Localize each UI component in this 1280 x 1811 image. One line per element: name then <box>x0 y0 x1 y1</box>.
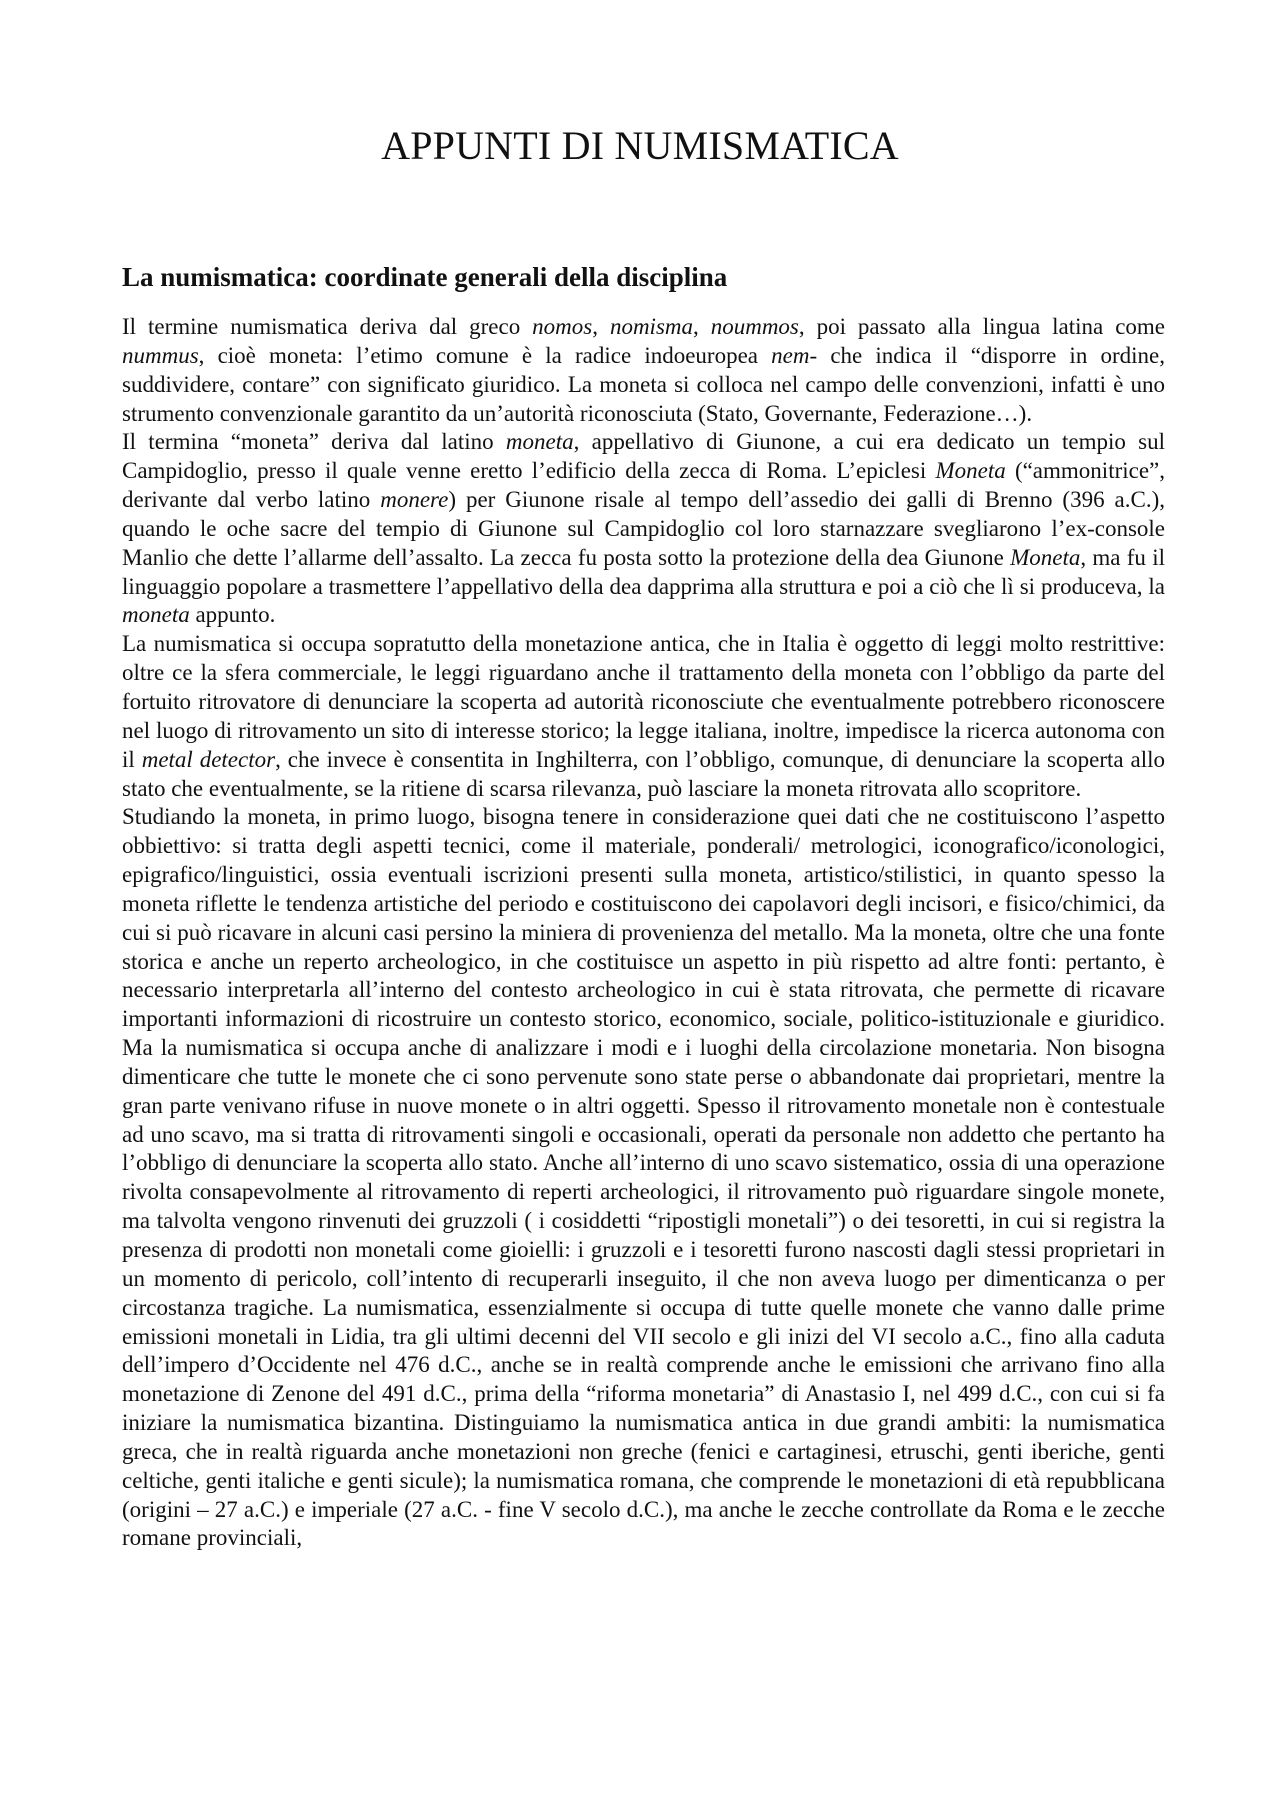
paragraph <box>122 313 1165 428</box>
paragraph <box>122 428 1165 630</box>
italic-term: Moneta <box>1010 544 1081 570</box>
italic-term: nomos <box>532 314 593 339</box>
text-run: , appellativo di Giunone, a cui era dedicato un tempio sul Campidoglio, presso il quale venne eretto l’edificio della zecca di Roma. L’epiclesi <box>122 429 1165 484</box>
text-run: , <box>592 314 610 339</box>
text-run: , poi passato alla lingua latina come <box>798 314 1166 339</box>
italic-term: Moneta <box>935 458 1006 484</box>
text-run: , <box>693 314 711 339</box>
text-run: ) per Giunone risale al tempo dell’assedio dei galli di Brenno (396 a.C.), quando le oche sacre del tempio di Giunone sul Campidoglio col loro starnazzare svegliarono l’ex-console Manlio che dette l’allarme dell’assalto. La zecca fu posta sotto la protezione della dea Giunone <box>122 487 1165 570</box>
italic-term: moneta <box>505 429 574 455</box>
paragraph <box>122 803 1165 1553</box>
paragraph <box>122 630 1165 803</box>
section-heading: La numismatica: coordinate generali della disciplina <box>122 262 728 292</box>
text-run: , che invece è consentita in Inghilterra, con l’obbligo, comunque, di denunciare la scoperta allo stato che eventualmente, se la ritiene di scarsa rilevanza, può lasciare la moneta ritrovata allo scopritore. <box>122 746 1165 801</box>
text-run: appunto. <box>189 602 276 628</box>
italic-term: metal detector <box>141 746 276 772</box>
text-run: Il termine numismatica deriva dal greco <box>122 314 533 339</box>
italic-term: monere <box>380 487 449 513</box>
italic-term: noummos <box>710 314 799 339</box>
text-run: La numismatica si occupa sopratutto della monetazione antica, che in Italia è oggetto di leggi molto restrittive: oltre ce la sfera commerciale, le leggi riguardano anche il trattamento della moneta con l’obbligo da parte del fortuito ritrovatore di denunciare la scoperta ad autorità riconosciute che eventualmente potrebbero riconoscere nel luogo di ritrovamento un sito di interesse storico; la legge italiana, inoltre, impedisce la ricerca autonoma con il <box>122 631 1165 772</box>
text-run: (“ammonitrice”, derivante dal verbo latino <box>122 458 1166 513</box>
text-run: Il termina “moneta” deriva dal latino <box>122 429 506 455</box>
text-run: Studiando la moneta, in primo luogo, bisogna tenere in considerazione quei dati che ne costituiscono l’aspetto obbiettivo: si tratta degli aspetti tecnici, come il materiale, ponderali/ metrologici, iconografico/iconologici, epigrafico/linguistici, ossia eventuali iscrizioni presenti sulla moneta, artistico/stilistici, in quanto spesso la moneta riflette le tendenza artistiche del periodo e costituiscono dei capolavori degli incisori, e fisico/chimici, da cui si può ricavare in alcuni casi persino la miniera di provenienza del metallo. Ma la moneta, oltre che una fonte storica e anche un reperto archeologico, in che costituisce un aspetto in più rispetto ad altre fonti: pertanto, è necessario interpretarla all’interno del contesto archeologico in cui è stata ritrovata, che permette di ricavare importanti informazioni di ricostruire un contesto storico, economico, sociale, politico-istituzionale e giuridico. Ma la numismatica si occupa anche di analizzare i modi e i luoghi della circolazione monetaria. Non bisogna dimenticare che tutte le monete che ci sono pervenute sono state perse o abbandonate dai proprietari, mentre la gran parte venivano rifuse in nuove monete o in altri oggetti. Spesso il ritrovamento monetale non è contestuale ad uno scavo, ma si tratta di ritrovamenti singoli e occasionali, operati da personale non addetto che pertanto ha l’obbligo di denunciare la scoperta allo stato. Anche all’interno di uno scavo sistematico, ossia di una operazione rivolta consapevolmente al ritrovamento di reperti archeologici, il ritrovamento può riguardare singole monete, ma talvolta vengono rinvenuti dei gruzzoli ( i cosiddetti “ripostigli monetali”) o dei tesoretti, in cui si registra la presenza di prodotti non monetali come gioielli: i gruzzoli e i tesoretti furono nascosti dagli stessi proprietari in un momento di pericolo, coll’intento di recuperarli inseguito, il che non aveva luogo per dimenticanza o per circostanza tragiche. La numismatica, essenzialmente si occupa di tutte quelle monete che vanno dalle prime emissioni monetali in Lidia, tra gli ultimi decenni del VII secolo e gli inizi del VI secolo a.C., fino alla caduta dell’impero d’Occidente nel 476 d.C., anche se in realtà comprende anche le emissioni che arrivano fino alla monetazione di Zenone del 491 d.C., prima della “riforma monetaria” di Anastasio I, nel 499 d.C., con cui si fa iniziare la numismatica bizantina. Distinguiamo la numismatica antica in due grandi ambiti: la numismatica greca, che in realtà riguarda anche monetazioni non greche (fenici e cartaginesi, etruschi, genti iberiche, genti celtiche, genti italiche e genti sicule); la numismatica romana, che comprende le monetazioni di età repubblicana (origini – 27 a.C.) e imperiale (27 a.C. - fine V secolo d.C.), ma anche le zecche controllate da Roma e le zecche romane provinciali, <box>122 804 1165 1551</box>
italic-term: moneta <box>122 602 190 628</box>
italic-term: nomisma <box>609 314 693 339</box>
text-run: , cioè moneta: l’etimo comune è la radice indoeuropea <box>198 342 772 368</box>
body-text <box>122 313 1165 1553</box>
text-run: , ma fu il linguaggio popolare a trasmettere l’appellativo della dea dapprima alla struttura e poi a ciò che lì si produceva, la <box>122 544 1165 599</box>
text-run: - che indica il “disporre in ordine, suddividere, contare” con significato giuridico. La moneta si colloca nel campo delle convenzioni, infatti è uno strumento convenzionale garantito da un’autorità riconosciuta (Stato, Governante, Federazione…). <box>122 342 1165 426</box>
italic-term: nem <box>771 342 810 368</box>
document-title: APPUNTI DI NUMISMATICA <box>381 123 899 168</box>
italic-term: nummus <box>122 342 199 368</box>
